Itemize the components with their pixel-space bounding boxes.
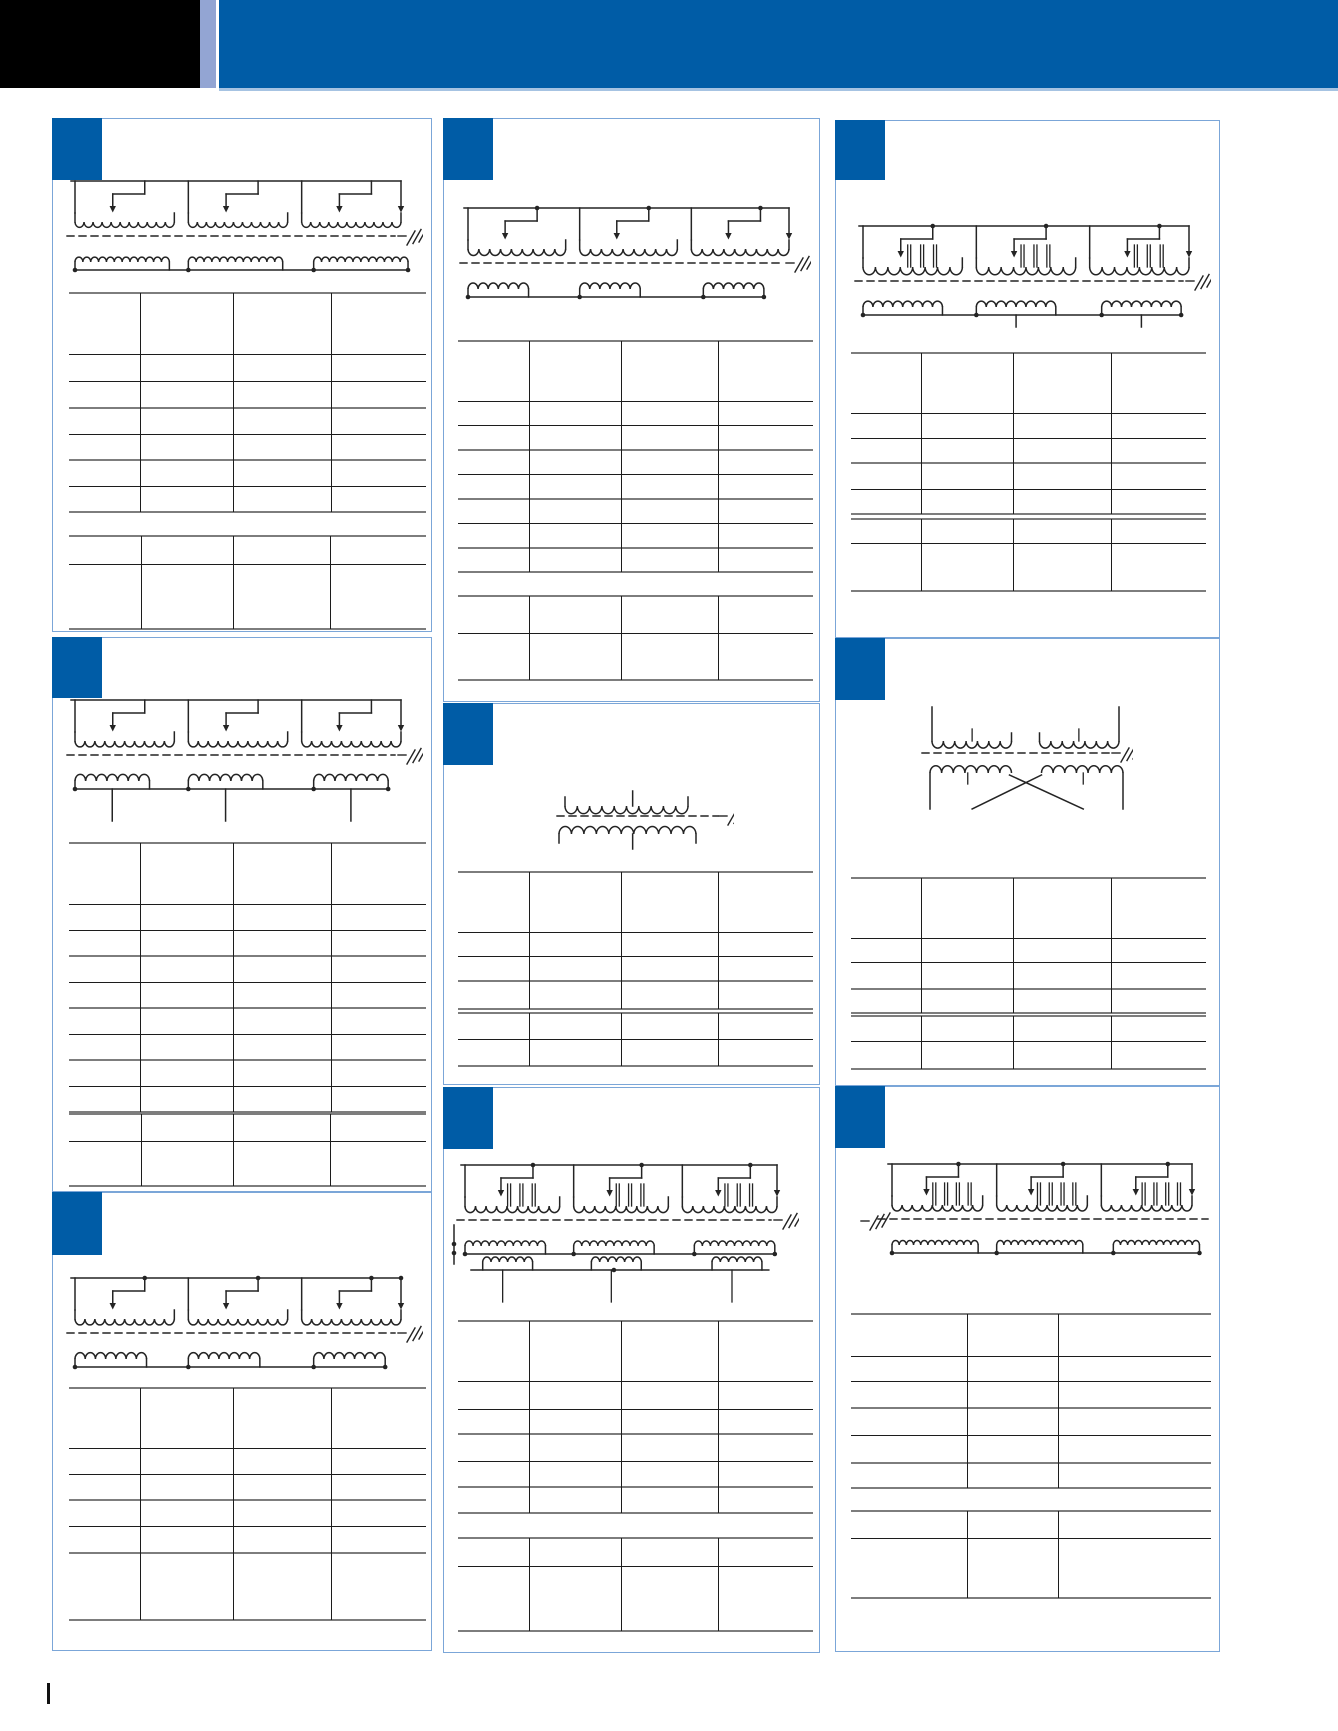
table-rule bbox=[458, 401, 813, 402]
table-rule bbox=[851, 1435, 1211, 1436]
table-rule bbox=[851, 1313, 1211, 1315]
table-rule bbox=[69, 1387, 426, 1389]
spec-table bbox=[69, 843, 426, 1112]
table-rule bbox=[69, 511, 426, 513]
table-column-rule bbox=[233, 536, 234, 629]
table-column-rule bbox=[529, 1321, 530, 1513]
table-rule bbox=[851, 1510, 1211, 1512]
table-column-rule bbox=[331, 843, 332, 1112]
wiring-spec-panel-3 bbox=[835, 120, 1220, 638]
section-marker-square bbox=[443, 118, 493, 180]
table-rule bbox=[69, 486, 426, 487]
table-column-rule bbox=[718, 341, 719, 572]
transformer-winding-diagram bbox=[846, 1157, 1214, 1271]
table-column-rule bbox=[233, 843, 234, 1112]
table-rule bbox=[69, 1448, 426, 1449]
table-rule bbox=[458, 871, 813, 873]
table-rule bbox=[458, 1512, 813, 1514]
table-rule bbox=[851, 1407, 1211, 1409]
table-rule bbox=[851, 352, 1206, 354]
table-rule bbox=[851, 1041, 1206, 1042]
table-rule bbox=[851, 1597, 1211, 1599]
table-rule bbox=[69, 1086, 426, 1087]
transformer-winding-diagram bbox=[61, 174, 423, 292]
table-rule bbox=[851, 988, 1206, 990]
spec-table bbox=[458, 872, 813, 1009]
table-rule bbox=[851, 413, 1206, 414]
table-column-rule bbox=[718, 1321, 719, 1513]
table-rule bbox=[69, 1474, 426, 1475]
table-column-rule bbox=[233, 1388, 234, 1620]
table-rule bbox=[851, 1015, 1206, 1017]
table-column-rule bbox=[718, 1013, 719, 1066]
table-rule bbox=[69, 407, 426, 409]
table-rule bbox=[851, 877, 1206, 879]
table-rule bbox=[69, 1034, 426, 1035]
transformer-winding-diagram bbox=[61, 1271, 423, 1377]
logo-placeholder-block bbox=[0, 0, 200, 88]
table-rule bbox=[69, 982, 426, 983]
table-rule bbox=[851, 513, 1206, 515]
table-rule bbox=[851, 1538, 1211, 1539]
table-rule bbox=[458, 932, 813, 933]
table-rule bbox=[69, 354, 426, 355]
table-rule bbox=[458, 679, 813, 681]
table-column-rule bbox=[331, 1388, 332, 1620]
table-rule bbox=[458, 1012, 813, 1014]
table-rule bbox=[458, 1065, 813, 1067]
section-marker-square bbox=[52, 118, 102, 180]
wiring-spec-panel-2 bbox=[443, 118, 820, 702]
table-rule bbox=[458, 1381, 813, 1382]
table-rule bbox=[69, 904, 426, 905]
table-column-rule bbox=[233, 293, 234, 512]
table-rule bbox=[69, 930, 426, 931]
table-column-rule bbox=[921, 1016, 922, 1069]
table-rule bbox=[69, 628, 426, 630]
header-title-bar bbox=[219, 0, 1338, 91]
table-rule bbox=[458, 1320, 813, 1322]
table-rule bbox=[851, 1381, 1211, 1382]
table-column-rule bbox=[1111, 878, 1112, 1013]
table-rule bbox=[458, 474, 813, 475]
table-column-rule bbox=[621, 1013, 622, 1066]
table-column-rule bbox=[1013, 519, 1014, 591]
table-column-rule bbox=[621, 596, 622, 680]
table-rule bbox=[69, 955, 426, 957]
table-rule bbox=[851, 1356, 1211, 1357]
spec-table bbox=[458, 1013, 813, 1066]
wiring-spec-panel-7 bbox=[52, 1192, 432, 1651]
table-rule bbox=[458, 340, 813, 342]
table-rule bbox=[458, 1008, 813, 1010]
table-rule bbox=[69, 564, 426, 565]
transformer-winding-diagram bbox=[549, 784, 734, 859]
transformer-winding-diagram bbox=[451, 1158, 799, 1306]
wiring-spec-panel-6 bbox=[835, 638, 1220, 1086]
table-column-rule bbox=[621, 1538, 622, 1631]
transformer-winding-diagram bbox=[918, 701, 1133, 851]
table-column-rule bbox=[1058, 1511, 1059, 1598]
table-rule bbox=[458, 595, 813, 597]
table-rule bbox=[69, 842, 426, 844]
spec-table bbox=[69, 1388, 426, 1620]
table-rule bbox=[458, 1566, 813, 1567]
section-marker-square bbox=[443, 1087, 493, 1149]
table-column-rule bbox=[718, 872, 719, 1009]
table-rule bbox=[458, 1433, 813, 1435]
table-rule bbox=[69, 1007, 426, 1009]
table-column-rule bbox=[1058, 1314, 1059, 1488]
wiring-spec-panel-9 bbox=[835, 1086, 1220, 1652]
table-column-rule bbox=[921, 878, 922, 1013]
spec-table bbox=[851, 353, 1206, 514]
table-column-rule bbox=[233, 1114, 234, 1186]
table-column-rule bbox=[921, 353, 922, 514]
spec-table bbox=[851, 1016, 1206, 1069]
table-rule bbox=[458, 547, 813, 549]
wiring-spec-panel-4 bbox=[52, 637, 432, 1192]
spec-table bbox=[69, 1114, 426, 1186]
page-footer-mark bbox=[47, 1683, 50, 1704]
table-column-rule bbox=[529, 596, 530, 680]
transformer-winding-diagram bbox=[454, 201, 811, 316]
table-rule bbox=[851, 438, 1206, 439]
table-column-rule bbox=[718, 596, 719, 680]
transformer-winding-diagram bbox=[61, 693, 423, 825]
table-rule bbox=[458, 425, 813, 426]
table-column-rule bbox=[1013, 353, 1014, 514]
section-marker-square bbox=[52, 637, 102, 698]
table-rule bbox=[851, 1462, 1211, 1464]
table-column-rule bbox=[621, 341, 622, 572]
table-column-rule bbox=[718, 1538, 719, 1631]
wiring-spec-panel-8 bbox=[443, 1087, 820, 1653]
table-column-rule bbox=[141, 1114, 142, 1186]
table-rule bbox=[851, 1068, 1206, 1070]
transformer-winding-diagram bbox=[849, 219, 1211, 331]
table-column-rule bbox=[331, 293, 332, 512]
table-rule bbox=[851, 1487, 1211, 1489]
table-rule bbox=[851, 938, 1206, 939]
table-rule bbox=[69, 1552, 426, 1554]
table-rule bbox=[458, 633, 813, 634]
spec-table bbox=[69, 536, 426, 629]
spec-table bbox=[458, 596, 813, 680]
table-column-rule bbox=[921, 519, 922, 591]
table-rule bbox=[458, 1409, 813, 1410]
wiring-spec-panel-5 bbox=[443, 703, 820, 1085]
table-rule bbox=[69, 1113, 426, 1115]
table-rule bbox=[69, 1526, 426, 1527]
spec-table bbox=[851, 1314, 1211, 1488]
table-column-rule bbox=[529, 341, 530, 572]
table-rule bbox=[69, 292, 426, 294]
table-column-rule bbox=[140, 293, 141, 512]
table-column-rule bbox=[330, 536, 331, 629]
spec-table bbox=[851, 1511, 1211, 1598]
header-accent-strip bbox=[200, 0, 216, 88]
table-rule bbox=[69, 1499, 426, 1501]
table-rule bbox=[69, 459, 426, 461]
table-rule bbox=[69, 1185, 426, 1187]
table-rule bbox=[69, 535, 426, 537]
table-column-rule bbox=[967, 1314, 968, 1488]
section-marker-square bbox=[835, 1086, 885, 1148]
table-column-rule bbox=[967, 1511, 968, 1598]
table-column-rule bbox=[330, 1114, 331, 1186]
table-rule bbox=[851, 543, 1206, 544]
table-rule bbox=[851, 590, 1206, 592]
section-marker-square bbox=[835, 638, 885, 700]
table-rule bbox=[458, 956, 813, 957]
table-column-rule bbox=[529, 1013, 530, 1066]
table-column-rule bbox=[621, 872, 622, 1009]
table-column-rule bbox=[1013, 878, 1014, 1013]
table-column-rule bbox=[1111, 353, 1112, 514]
table-rule bbox=[458, 449, 813, 451]
table-rule bbox=[851, 518, 1206, 520]
table-rule bbox=[458, 571, 813, 573]
table-rule bbox=[458, 1486, 813, 1488]
table-rule bbox=[851, 489, 1206, 490]
spec-table bbox=[69, 293, 426, 512]
table-rule bbox=[458, 498, 813, 500]
table-rule bbox=[851, 462, 1206, 464]
wiring-spec-panel-1 bbox=[52, 118, 432, 632]
spec-table bbox=[851, 519, 1206, 591]
table-column-rule bbox=[140, 1388, 141, 1620]
table-rule bbox=[458, 1537, 813, 1539]
table-rule bbox=[69, 1619, 426, 1621]
spec-table bbox=[458, 1321, 813, 1513]
spec-table bbox=[458, 1538, 813, 1631]
table-rule bbox=[69, 381, 426, 382]
table-rule bbox=[458, 1039, 813, 1040]
table-column-rule bbox=[140, 843, 141, 1112]
table-column-rule bbox=[141, 536, 142, 629]
table-rule bbox=[851, 1012, 1206, 1014]
spec-table bbox=[851, 878, 1206, 1013]
section-marker-square bbox=[52, 1192, 102, 1255]
table-column-rule bbox=[529, 872, 530, 1009]
section-marker-square bbox=[835, 120, 885, 180]
table-rule bbox=[69, 1141, 426, 1142]
table-rule bbox=[458, 980, 813, 982]
table-rule bbox=[458, 1461, 813, 1462]
spec-table bbox=[458, 341, 813, 572]
section-marker-square bbox=[443, 703, 493, 765]
table-column-rule bbox=[1111, 1016, 1112, 1069]
table-rule bbox=[69, 434, 426, 435]
table-column-rule bbox=[529, 1538, 530, 1631]
table-column-rule bbox=[1111, 519, 1112, 591]
table-rule bbox=[69, 1059, 426, 1061]
table-column-rule bbox=[1013, 1016, 1014, 1069]
table-rule bbox=[458, 1630, 813, 1632]
table-rule bbox=[458, 523, 813, 524]
table-column-rule bbox=[621, 1321, 622, 1513]
table-rule bbox=[851, 962, 1206, 963]
